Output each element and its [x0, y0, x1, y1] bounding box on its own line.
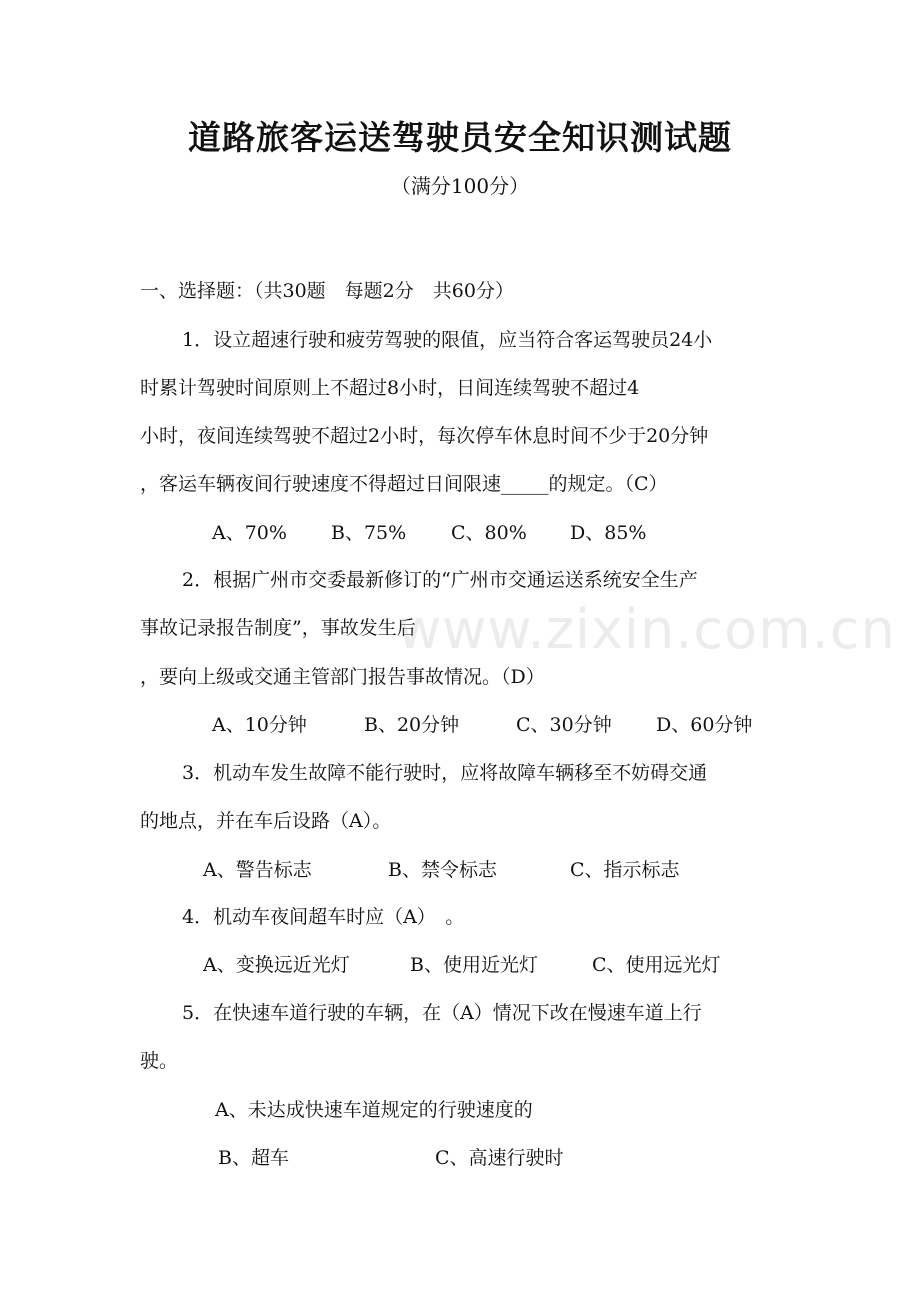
q4-line-1: 4．机动车夜间超车时应（A） 。	[182, 906, 465, 928]
q1-line-1: 1．设立超速行驶和疲劳驾驶的限值，应当符合客运驾驶员24小	[182, 329, 713, 351]
q2-line-2: 事故记录报告制度”，事故发生后	[140, 617, 416, 639]
q5-option-a: A、未达成快速车道规定的行驶速度的	[215, 1099, 533, 1121]
q1-option-d: D、85%	[570, 522, 647, 544]
q3-option-a: A、警告标志	[203, 859, 312, 881]
q1-line-4: ，客运车辆夜间行驶速度不得超过日间限速_____的规定。（C）	[140, 473, 668, 495]
q5-option-b: B、超车	[218, 1147, 289, 1169]
document-title: 道路旅客运送驾驶员安全知识测试题	[188, 118, 732, 157]
q5-option-c: C、高速行驶时	[435, 1147, 564, 1169]
q2-line-3: ，要向上级或交通主管部门报告事故情况。（D）	[140, 666, 545, 688]
q1-line-3: 小时，夜间连续驾驶不超过2小时，每次停车休息时间不少于20分钟	[140, 425, 709, 447]
q4-option-c: C、使用远光灯	[592, 954, 721, 976]
q5-line-2: 驶。	[140, 1050, 179, 1072]
q4-option-a: A、变换远近光灯	[203, 954, 350, 976]
q4-option-b: B、使用近光灯	[410, 954, 538, 976]
q3-option-c: C、指示标志	[570, 859, 680, 881]
q3-line-2: 的地点，并在车后设路（A）。	[140, 810, 392, 832]
q2-option-a: A、10分钟	[212, 714, 307, 736]
q2-option-c: C、30分钟	[516, 714, 612, 736]
q3-line-1: 3．机动车发生故障不能行驶时，应将故障车辆移至不妨碍交通	[182, 762, 708, 784]
q5-line-1: 5．在快速车道行驶的车辆，在（A）情况下改在慢速车道上行	[182, 1002, 702, 1024]
q1-option-b: B、75%	[331, 522, 407, 544]
q1-option-a: A、70%	[212, 522, 287, 544]
section-heading: 一、选择题：（共30题 每题2分 共60分）	[140, 280, 514, 302]
q2-option-d: D、60分钟	[656, 714, 753, 736]
q2-option-b: B、20分钟	[364, 714, 460, 736]
watermark: www.zixin.com.cn	[397, 598, 896, 661]
q3-option-b: B、禁令标志	[388, 859, 497, 881]
q1-option-c: C、80%	[451, 522, 527, 544]
document-subtitle: （满分100分）	[390, 174, 530, 198]
q1-line-2: 时累计驾驶时间原则上不超过8小时，日间连续驾驶不超过4	[140, 377, 640, 399]
q2-line-1: 2．根据广州市交委最新修订的“广州市交通运送系统安全生产	[182, 569, 698, 591]
